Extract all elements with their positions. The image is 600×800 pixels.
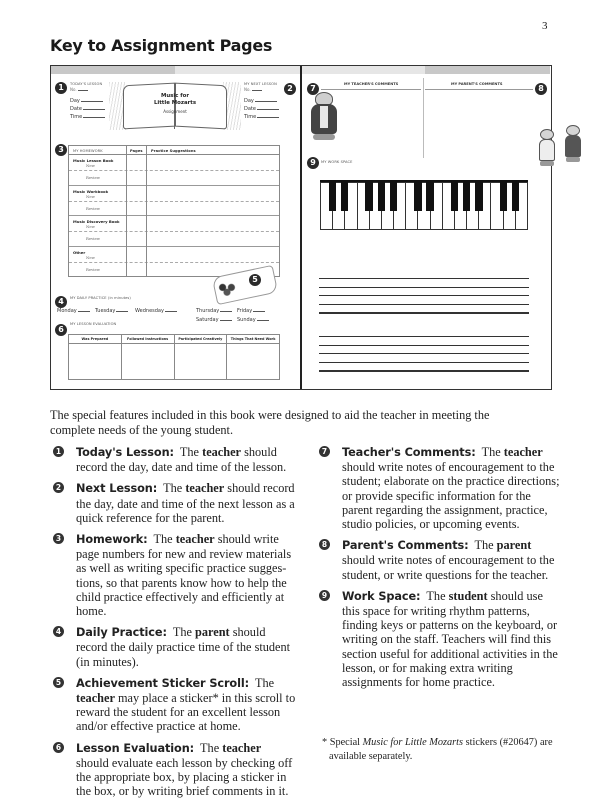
feature-text: The bbox=[179, 445, 203, 459]
page-title: Key to Assignment Pages bbox=[50, 36, 273, 55]
friday-field bbox=[237, 308, 265, 314]
number-badge: 2 bbox=[53, 482, 64, 493]
feature-title: Lesson Evaluation: bbox=[76, 741, 195, 755]
homework-book-name: Music Lesson Book bbox=[73, 158, 114, 163]
eval-column bbox=[122, 335, 175, 379]
parent-comments-label: MY PARENT'S COMMENTS bbox=[451, 82, 503, 86]
marker-4: 4 bbox=[55, 296, 67, 308]
feature-item bbox=[318, 589, 563, 689]
feature-title: Parent's Comments: bbox=[342, 539, 469, 553]
feature-item bbox=[318, 538, 563, 582]
feature-item bbox=[52, 445, 297, 474]
feature-text: should write page numbers for new and review materials as well as writing specific practice sugges-tions, so that parents know how to help the child practice effectively and efficiently at home. bbox=[76, 532, 292, 619]
marker-5: 5 bbox=[249, 274, 261, 286]
book-title-line1: Music for bbox=[160, 93, 190, 99]
feature-item bbox=[52, 532, 297, 618]
homework-header-label: MY HOMEWORK bbox=[73, 148, 103, 153]
eval-column bbox=[175, 335, 228, 379]
day-name: Thursday bbox=[196, 308, 220, 314]
work-space-label: MY WORK SPACE bbox=[321, 160, 353, 164]
piano-keyboard bbox=[320, 180, 528, 230]
feature-role: parent bbox=[496, 538, 532, 553]
feature-text: The bbox=[481, 445, 504, 459]
todays-lesson-time bbox=[70, 114, 105, 120]
evaluation-table bbox=[68, 334, 280, 380]
feature-text: should write notes of encouragement to the student; elaborate on the practice directions; or provide specific information for the parent regarding the assignment, practice, studio policies, or upcoming events. bbox=[342, 460, 560, 532]
homework-row bbox=[69, 186, 279, 217]
feature-role: teacher bbox=[185, 481, 225, 496]
feature-role: teacher bbox=[202, 445, 242, 459]
feature-text: The bbox=[200, 740, 223, 755]
todays-lesson-label: TODAY'S LESSON bbox=[70, 82, 103, 86]
next-lesson-day bbox=[244, 98, 277, 104]
homework-new: New bbox=[86, 163, 95, 168]
no-label: No. bbox=[70, 87, 77, 92]
eval-header: Things That Need Work bbox=[227, 335, 279, 344]
page-number: 3 bbox=[542, 20, 548, 32]
marker-7: 7 bbox=[307, 83, 319, 95]
features-column-left bbox=[52, 445, 297, 800]
marker-8: 8 bbox=[535, 83, 547, 95]
marker-3: 3 bbox=[55, 144, 67, 156]
homework-row bbox=[69, 155, 279, 186]
tuesday-field bbox=[95, 308, 128, 314]
header-strip-light bbox=[302, 66, 425, 74]
date-label: Date bbox=[244, 106, 256, 112]
homework-table bbox=[68, 145, 280, 277]
daily-practice-note: (in minutes) bbox=[107, 296, 131, 300]
feature-role: teacher bbox=[175, 532, 215, 547]
book-title-line2: Little Mozarts bbox=[153, 100, 197, 106]
feature-item bbox=[52, 481, 297, 525]
eval-column bbox=[227, 335, 279, 379]
footnote-book-title: Music for Little Mozarts bbox=[362, 737, 464, 748]
features-column-right bbox=[318, 445, 563, 696]
feature-title: Next Lesson: bbox=[76, 482, 158, 496]
no-label: No. bbox=[244, 87, 251, 92]
todays-lesson-day bbox=[70, 98, 103, 104]
dancing-mice-illustration bbox=[537, 125, 589, 167]
number-badge: 8 bbox=[319, 539, 330, 550]
feature-title: Homework: bbox=[76, 533, 148, 547]
eval-header: Followed Instructions bbox=[122, 335, 174, 344]
next-lesson-no bbox=[244, 87, 262, 92]
day-name: Sunday bbox=[237, 317, 256, 323]
header-strip-light bbox=[175, 66, 300, 74]
marker-1: 1 bbox=[55, 82, 67, 94]
assignment-page-diagram bbox=[50, 65, 552, 390]
homework-book-name: Music Workbook bbox=[73, 188, 109, 194]
homework-book-name: Other bbox=[73, 249, 86, 255]
footnote-text: * Special bbox=[322, 737, 363, 748]
number-badge: 9 bbox=[319, 590, 330, 601]
page-divider bbox=[300, 66, 302, 389]
homework-header bbox=[69, 146, 279, 155]
rule bbox=[425, 89, 533, 90]
feature-text: should evaluate each lesson by checking off the appropriate box, by placing a sticker in the box, or by writing brief comments in it. bbox=[76, 755, 293, 799]
next-lesson-time bbox=[244, 114, 279, 120]
feature-title: Achievement Sticker Scroll: bbox=[76, 676, 250, 690]
marker-6: 6 bbox=[55, 324, 67, 336]
feature-role: student bbox=[448, 588, 488, 603]
feature-item bbox=[52, 676, 297, 734]
feature-text: The bbox=[426, 588, 449, 603]
feature-text: should write notes of encouragement to the student, or write questions for the teacher. bbox=[342, 553, 555, 582]
feature-item bbox=[52, 741, 297, 799]
next-lesson-date bbox=[244, 106, 279, 112]
date-label: Date bbox=[70, 106, 82, 112]
lesson-evaluation-label: MY LESSON EVALUATION bbox=[70, 322, 117, 326]
header-strip-dark bbox=[51, 66, 175, 74]
day-label: Day bbox=[70, 98, 80, 104]
sunday-field bbox=[237, 317, 269, 323]
day-name: Friday bbox=[237, 308, 253, 314]
feature-item bbox=[52, 625, 297, 669]
feature-text: The bbox=[163, 481, 186, 496]
saturday-field bbox=[196, 317, 232, 323]
day-name: Monday bbox=[57, 308, 77, 314]
number-badge: 6 bbox=[53, 742, 64, 753]
feature-text: may place a sticker* in this scroll to reward the student for an excellent lesson and/or effective practice at home. bbox=[76, 691, 296, 734]
practice-suggestions-header: Practice Suggestions bbox=[151, 148, 196, 153]
number-badge: 4 bbox=[53, 626, 64, 637]
todays-lesson-no bbox=[70, 87, 88, 92]
homework-review: Review bbox=[86, 175, 100, 180]
header-strip-dark bbox=[425, 66, 550, 74]
wednesday-field bbox=[135, 308, 177, 314]
marker-9: 9 bbox=[307, 157, 319, 169]
hippo-illustration bbox=[309, 92, 339, 142]
footnote bbox=[322, 736, 562, 763]
time-label: Time bbox=[70, 114, 83, 120]
feature-text: The bbox=[153, 532, 176, 547]
feature-role: teacher bbox=[503, 445, 543, 459]
homework-row bbox=[69, 216, 279, 247]
homework-new: New bbox=[86, 224, 95, 229]
homework-review: Review bbox=[86, 266, 100, 272]
number-badge: 3 bbox=[53, 533, 64, 544]
rule bbox=[321, 89, 421, 90]
feature-role: parent bbox=[195, 625, 230, 640]
feature-text: should record the day, date and time of the lesson. bbox=[76, 445, 287, 475]
homework-new: New bbox=[86, 254, 95, 260]
mice-illustration bbox=[216, 281, 238, 297]
feature-text: should use this space for writing rhythm patterns, finding keys or patterns on the keyboard, or writing on the staff. Teachers will find this section useful for additional activities in the lesson, or for making extra writing assignments for home practice. bbox=[342, 588, 558, 690]
book-title bbox=[139, 93, 211, 107]
todays-lesson-date bbox=[70, 106, 105, 112]
homework-review: Review bbox=[86, 236, 100, 241]
open-book-illustration bbox=[121, 78, 229, 133]
homework-book-name: Music Discovery Book bbox=[73, 219, 120, 224]
intro-paragraph: The special features included in this book were designed to aid the teacher in meeting the complete needs of the young student. bbox=[50, 408, 490, 437]
thursday-field bbox=[196, 308, 232, 314]
feature-text: The bbox=[255, 675, 275, 690]
monday-field bbox=[57, 308, 90, 314]
footnote-text: stickers (#20647) are available separately. bbox=[329, 737, 553, 762]
feature-text: The bbox=[172, 625, 196, 640]
eval-header: Participated Creatively bbox=[175, 335, 227, 344]
pages-header: Pages bbox=[130, 148, 143, 153]
teacher-comments-label: MY TEACHER'S COMMENTS bbox=[344, 82, 399, 86]
music-staff bbox=[319, 278, 529, 321]
daily-practice-title: MY DAILY PRACTICE bbox=[70, 296, 107, 300]
eval-column bbox=[69, 335, 122, 379]
feature-title: Daily Practice: bbox=[76, 626, 167, 640]
day-name: Saturday bbox=[196, 317, 219, 323]
comments-divider bbox=[423, 78, 424, 158]
feature-text: should record the daily practice time of the student (in minutes). bbox=[76, 625, 291, 669]
feature-item bbox=[318, 445, 563, 531]
daily-practice-label bbox=[70, 296, 131, 300]
time-label: Time bbox=[244, 114, 257, 120]
book-subtitle: Assignment bbox=[163, 109, 187, 114]
feature-text: The bbox=[474, 538, 497, 553]
marker-2: 2 bbox=[284, 83, 296, 95]
feature-title: Work Space: bbox=[342, 589, 421, 603]
feature-role: teacher bbox=[222, 740, 262, 755]
music-staff bbox=[319, 336, 529, 379]
feature-title: Teacher's Comments: bbox=[342, 446, 476, 459]
day-label: Day bbox=[244, 98, 254, 104]
day-name: Wednesday bbox=[135, 308, 164, 314]
day-name: Tuesday bbox=[95, 308, 116, 314]
number-badge: 5 bbox=[53, 677, 64, 688]
homework-review: Review bbox=[86, 205, 100, 211]
feature-title: Today's Lesson: bbox=[76, 446, 174, 459]
next-lesson-label: MY NEXT LESSON bbox=[244, 82, 277, 86]
number-badge: 7 bbox=[319, 446, 330, 457]
number-badge: 1 bbox=[53, 446, 64, 457]
feature-text: should record the day, date and time of the next lesson as a quick reference for the parent. bbox=[76, 481, 295, 525]
homework-new: New bbox=[86, 193, 95, 199]
feature-role: teacher bbox=[76, 691, 115, 706]
eval-header: Was Prepared bbox=[69, 335, 121, 344]
